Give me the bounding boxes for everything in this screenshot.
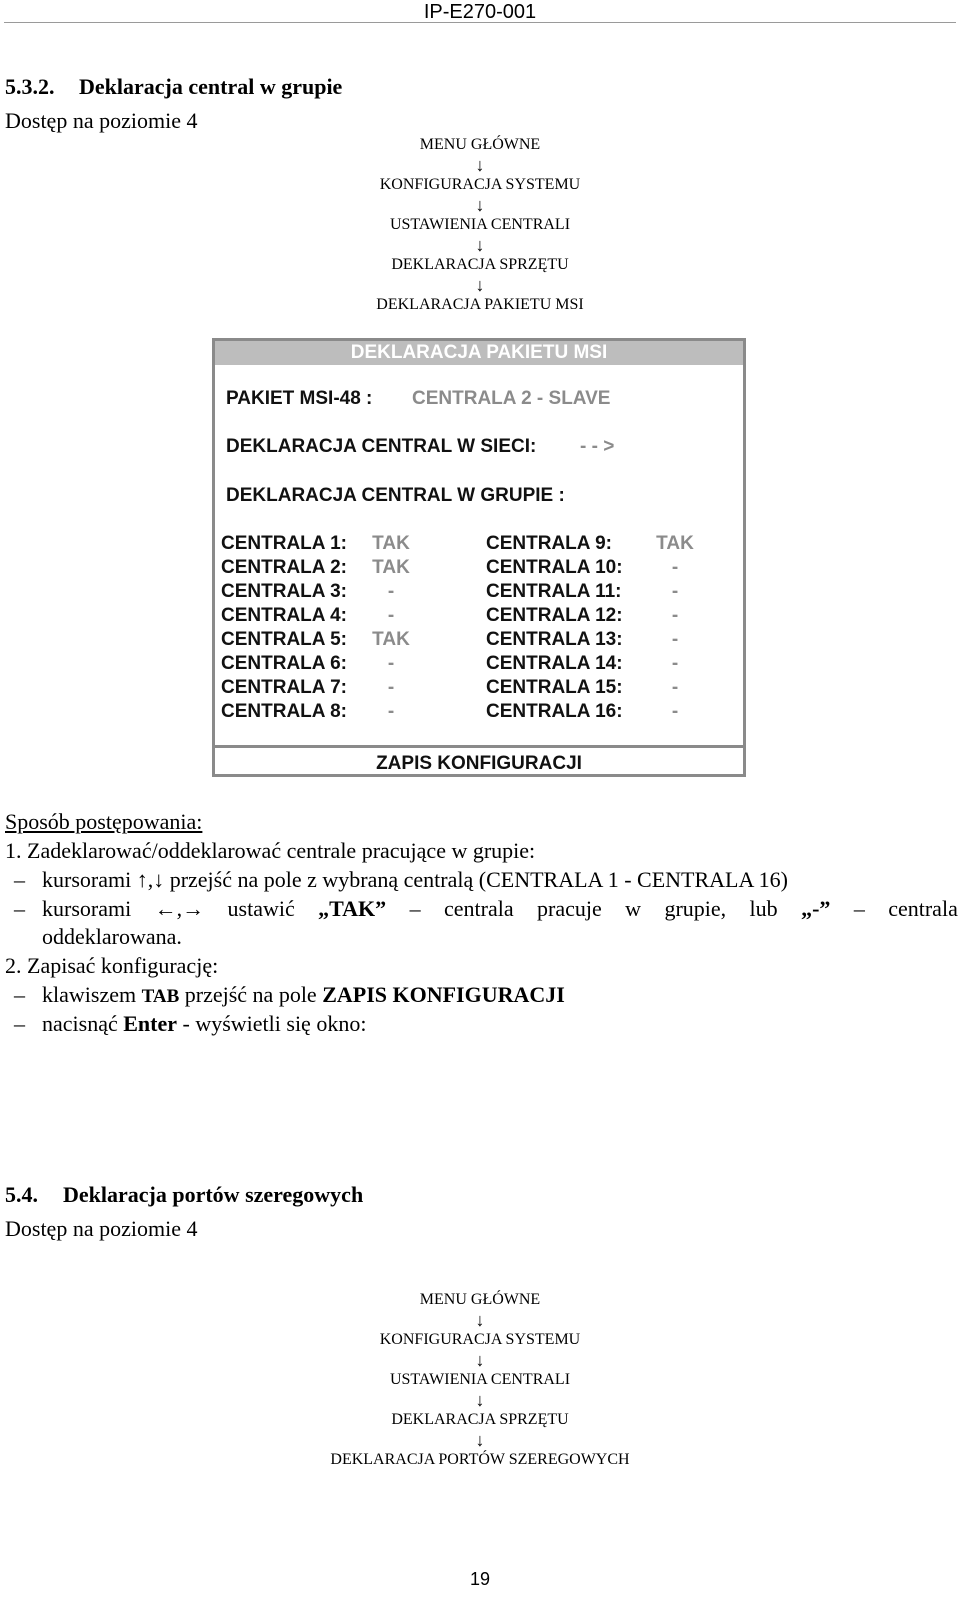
menu-path-item: DEKLARACJA SPRZĘTU <box>391 256 569 273</box>
centrala-label: CENTRALA 14: <box>486 653 623 674</box>
key-name: Enter <box>123 1011 177 1036</box>
down-arrow-icon: ↓ <box>475 1430 485 1450</box>
bullet-word: pracuje <box>537 896 602 921</box>
centrala-value-field[interactable]: TAK <box>372 557 410 578</box>
step-2-bullet-1 <box>14 981 565 1011</box>
section-heading-5-4 <box>5 1182 363 1208</box>
menu-path-item: KONFIGURACJA SYSTEMU <box>379 176 581 193</box>
centrala-value-field[interactable]: - <box>387 605 395 626</box>
step-1-bullet-1 <box>14 866 788 894</box>
down-arrow-icon: ↓ <box>475 1350 485 1370</box>
panel-divider <box>215 745 743 748</box>
step-2-bullet-2 <box>14 1010 366 1038</box>
procedure-heading-text: Sposób postępowania: <box>5 809 203 834</box>
step-1-bullet-2 <box>14 895 958 923</box>
bullet-text: nacisnąć <box>42 1011 124 1036</box>
centrala-label: CENTRALA 12: <box>486 605 623 626</box>
menu-path-item: MENU GŁÓWNE <box>419 136 541 153</box>
bullet-word: grupie, <box>664 896 727 921</box>
bullet-word-bold: „TAK” <box>318 896 387 921</box>
msi-declaration-panel <box>212 338 746 777</box>
section-number: 5.4. <box>5 1182 38 1207</box>
centrala-value-field[interactable]: - <box>387 701 395 722</box>
centrala-value-field[interactable]: - <box>671 629 679 650</box>
siec-link[interactable]: - - > <box>580 436 615 457</box>
procedure-heading <box>5 808 202 836</box>
bullet-text: przejść na pole <box>179 982 323 1007</box>
pakiet-label: PAKIET MSI-48 : <box>226 388 373 409</box>
header-rule <box>4 22 956 23</box>
panel-title: DEKLARACJA PAKIETU MSI <box>215 341 743 365</box>
centrala-value-field[interactable]: - <box>671 677 679 698</box>
bullet-word: kursorami <box>42 896 132 921</box>
centrala-label: CENTRALA 10: <box>486 557 623 578</box>
bullet-word: – <box>409 896 421 921</box>
down-arrow-icon: ↓ <box>475 1310 485 1330</box>
centrala-label: CENTRALA 5: <box>221 629 347 650</box>
key-name: TAB <box>141 986 180 1007</box>
centrala-label: CENTRALA 8: <box>221 701 347 722</box>
field-name: ZAPIS KONFIGURACJI <box>322 982 565 1007</box>
bullet-text: - wyświetli się okno: <box>177 1011 367 1036</box>
dash-bullet: – <box>14 982 25 1007</box>
menu-path-item: DEKLARACJA PORTÓW SZEREGOWYCH <box>330 1451 630 1468</box>
bullet-word-bold: „-” <box>801 896 831 921</box>
centrala-value-field[interactable]: - <box>387 653 395 674</box>
centrala-value-field[interactable]: - <box>671 557 679 578</box>
menu-path-item: KONFIGURACJA SYSTEMU <box>379 1331 581 1348</box>
down-arrow-icon: ↓ <box>475 195 485 215</box>
centrala-value-field[interactable]: - <box>387 677 395 698</box>
dash-bullet: – <box>14 1011 25 1036</box>
centrala-label: CENTRALA 4: <box>221 605 347 626</box>
centrala-label: CENTRALA 16: <box>486 701 623 722</box>
pakiet-value-field[interactable]: CENTRALA 2 - SLAVE <box>412 388 611 409</box>
centrala-value-field[interactable]: TAK <box>656 533 694 554</box>
centrala-value-field[interactable]: TAK <box>372 533 410 554</box>
bullet-word: centrala <box>888 896 958 921</box>
centrala-label: CENTRALA 3: <box>221 581 347 602</box>
centrala-value-field[interactable]: - <box>671 581 679 602</box>
section-number: 5.3.2. <box>5 74 55 99</box>
bullet-word: centrala <box>443 896 514 921</box>
menu-path-item: USTAWIENIA CENTRALI <box>389 216 571 233</box>
down-arrow-icon: ↓ <box>475 235 485 255</box>
menu-path-item: DEKLARACJA PAKIETU MSI <box>376 296 584 313</box>
bullet-text: kursorami ↑,↓ przejść na pole z wybraną centralą (CENTRALA 1 - CENTRALA 16) <box>42 867 788 892</box>
step-2: 2. Zapisać konfigurację: <box>5 953 219 978</box>
centrala-label: CENTRALA 1: <box>221 533 347 554</box>
centrala-value-field[interactable]: - <box>671 701 679 722</box>
centrala-label: CENTRALA 11: <box>486 581 622 602</box>
bullet-text: klawiszem <box>42 982 142 1007</box>
centrala-value-field[interactable]: - <box>671 605 679 626</box>
centrala-value-field[interactable]: - <box>671 653 679 674</box>
section-title: Deklaracja central w grupie <box>79 74 343 99</box>
centrala-label: CENTRALA 7: <box>221 677 347 698</box>
section-heading-5-3-2 <box>5 74 342 100</box>
dash-bullet: – <box>14 867 25 892</box>
menu-path-item: DEKLARACJA SPRZĘTU <box>391 1411 569 1428</box>
down-arrow-icon: ↓ <box>475 275 485 295</box>
centrala-label: CENTRALA 13: <box>486 629 623 650</box>
page-number: 19 <box>469 1569 491 1589</box>
siec-label: DEKLARACJA CENTRAL W SIECI: <box>226 436 537 457</box>
bullet-word: ←,→ <box>154 896 205 921</box>
down-arrow-icon: ↓ <box>475 155 485 175</box>
bullet-word: w <box>625 896 642 921</box>
menu-path-item: USTAWIENIA CENTRALI <box>389 1371 571 1388</box>
centrala-value-field[interactable]: - <box>387 581 395 602</box>
document-code: IP-E270-001 <box>423 1 537 23</box>
section-title: Deklaracja portów szeregowych <box>63 1182 364 1207</box>
dash-bullet: – <box>14 896 25 921</box>
access-level: Dostęp na poziomie 4 <box>5 1216 198 1241</box>
step-1-bullet-2-continued: oddeklarowana. <box>42 924 182 949</box>
centrala-label: CENTRALA 6: <box>221 653 347 674</box>
step-1: 1. Zadeklarować/oddeklarować centrale pracujące w grupie: <box>5 838 536 863</box>
down-arrow-icon: ↓ <box>475 1390 485 1410</box>
access-level: Dostęp na poziomie 4 <box>5 108 198 133</box>
centrala-label: CENTRALA 9: <box>486 533 612 554</box>
bullet-word: – <box>853 896 865 921</box>
centrala-label: CENTRALA 15: <box>486 677 623 698</box>
save-configuration-button[interactable]: ZAPIS KONFIGURACJI <box>376 753 582 774</box>
menu-path-item: MENU GŁÓWNE <box>419 1291 541 1308</box>
bullet-word: lub <box>749 896 778 921</box>
centrala-label: CENTRALA 2: <box>221 557 347 578</box>
bullet-word: ustawić <box>227 896 295 921</box>
grupa-label: DEKLARACJA CENTRAL W GRUPIE : <box>226 485 565 506</box>
centrala-value-field[interactable]: TAK <box>372 629 410 650</box>
